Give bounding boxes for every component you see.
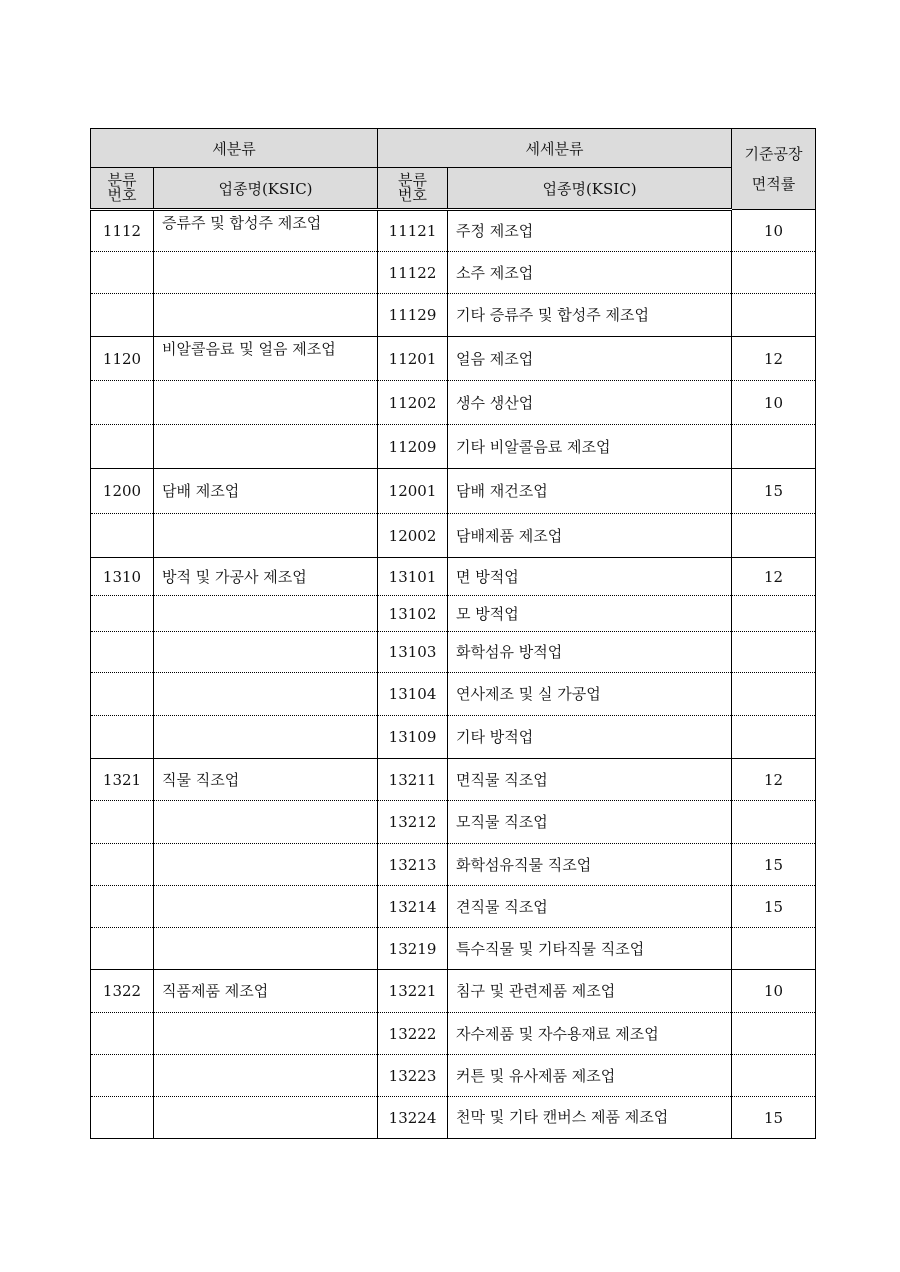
subclass-code: 13109	[378, 716, 448, 759]
table-row	[91, 469, 816, 514]
subclass-code: 11201	[378, 337, 448, 381]
subclass-name: 면 방적업	[448, 558, 732, 596]
class-name	[154, 801, 378, 844]
area-rate: 12	[732, 337, 816, 381]
class-name: 직품제품 제조업	[154, 970, 378, 1013]
subclass-code: 13223	[378, 1055, 448, 1097]
subclass-name: 모 방적업	[448, 596, 732, 632]
class-name	[154, 632, 378, 673]
class-name	[154, 673, 378, 716]
subclass-code: 12001	[378, 469, 448, 514]
class-code: 1321	[91, 759, 154, 801]
area-rate: 15	[732, 469, 816, 514]
subclass-name: 특수직물 및 기타직물 직조업	[448, 928, 732, 970]
area-rate: 15	[732, 844, 816, 886]
subclass-name: 천막 및 기타 캔버스 제품 제조업	[448, 1097, 732, 1139]
industry-classification-table	[90, 128, 816, 1139]
table-row	[91, 716, 816, 759]
header-code-line1: 분류	[107, 171, 137, 189]
subclass-code: 13219	[378, 928, 448, 970]
subclass-code: 13214	[378, 886, 448, 928]
table-row	[91, 801, 816, 844]
subclass-name: 기타 비알콜음료 제조업	[448, 425, 732, 469]
subclass-name: 주정 제조업	[448, 210, 732, 252]
class-code	[91, 886, 154, 928]
table-body	[91, 210, 816, 1139]
class-name	[154, 381, 378, 425]
class-code	[91, 632, 154, 673]
class-name	[154, 1013, 378, 1055]
class-name	[154, 1055, 378, 1097]
class-name	[154, 928, 378, 970]
area-rate	[732, 252, 816, 294]
class-code	[91, 381, 154, 425]
class-name: 직물 직조업	[154, 759, 378, 801]
area-rate	[732, 294, 816, 337]
area-rate	[732, 632, 816, 673]
class-code	[91, 673, 154, 716]
table-row	[91, 759, 816, 801]
subclass-name: 기타 증류주 및 합성주 제조업	[448, 294, 732, 337]
table-row	[91, 425, 816, 469]
header-code	[91, 168, 154, 210]
table-row	[91, 844, 816, 886]
area-rate: 15	[732, 1097, 816, 1139]
table-row	[91, 1055, 816, 1097]
subclass-code: 11202	[378, 381, 448, 425]
subclass-code: 13222	[378, 1013, 448, 1055]
subclass-name: 연사제조 및 실 가공업	[448, 673, 732, 716]
header-sub-code	[378, 168, 448, 210]
subclass-code: 11209	[378, 425, 448, 469]
header-industry-name: 업종명(KSIC)	[154, 168, 378, 210]
subclass-name: 얼음 제조업	[448, 337, 732, 381]
subclass-name: 담배 재건조업	[448, 469, 732, 514]
class-code	[91, 801, 154, 844]
class-code	[91, 596, 154, 632]
subclass-name: 소주 제조업	[448, 252, 732, 294]
table-row	[91, 1013, 816, 1055]
header-code-line2: 번호	[107, 186, 137, 204]
class-code	[91, 716, 154, 759]
class-code	[91, 252, 154, 294]
class-code	[91, 844, 154, 886]
area-rate	[732, 673, 816, 716]
class-code: 1200	[91, 469, 154, 514]
class-name: 비알콜음료 및 얼음 제조업	[154, 337, 378, 381]
subclass-name: 담배제품 제조업	[448, 514, 732, 558]
subclass-code: 13101	[378, 558, 448, 596]
subclass-name: 화학섬유 방적업	[448, 632, 732, 673]
area-rate	[732, 1055, 816, 1097]
subclass-code: 13221	[378, 970, 448, 1013]
class-code	[91, 1055, 154, 1097]
header-rate	[732, 129, 816, 210]
subclass-code: 12002	[378, 514, 448, 558]
subclass-code: 11122	[378, 252, 448, 294]
class-name: 증류주 및 합성주 제조업	[154, 210, 378, 252]
subclass-code: 11129	[378, 294, 448, 337]
subclass-code: 13104	[378, 673, 448, 716]
area-rate	[732, 596, 816, 632]
area-rate: 10	[732, 970, 816, 1013]
class-code	[91, 425, 154, 469]
class-code	[91, 1097, 154, 1139]
header-rate-line1: 기준공장	[744, 145, 803, 163]
class-code: 1112	[91, 210, 154, 252]
subclass-name: 기타 방적업	[448, 716, 732, 759]
subclass-name: 생수 생산업	[448, 381, 732, 425]
class-name	[154, 596, 378, 632]
class-code: 1322	[91, 970, 154, 1013]
table-row	[91, 673, 816, 716]
area-rate	[732, 425, 816, 469]
header-sub-class: 세분류	[91, 129, 378, 168]
header-sub-industry-name: 업종명(KSIC)	[448, 168, 732, 210]
class-code	[91, 294, 154, 337]
table-row	[91, 928, 816, 970]
area-rate: 12	[732, 558, 816, 596]
table-row	[91, 632, 816, 673]
class-name	[154, 425, 378, 469]
subclass-code: 13102	[378, 596, 448, 632]
area-rate: 12	[732, 759, 816, 801]
class-name	[154, 886, 378, 928]
class-name: 방적 및 가공사 제조업	[154, 558, 378, 596]
subclass-name: 화학섬유직물 직조업	[448, 844, 732, 886]
class-name	[154, 252, 378, 294]
table-row	[91, 970, 816, 1013]
class-name	[154, 716, 378, 759]
class-code: 1120	[91, 337, 154, 381]
class-name	[154, 1097, 378, 1139]
class-code: 1310	[91, 558, 154, 596]
table-row	[91, 886, 816, 928]
class-name	[154, 844, 378, 886]
subclass-name: 면직물 직조업	[448, 759, 732, 801]
table-row	[91, 381, 816, 425]
area-rate: 15	[732, 886, 816, 928]
subclass-code: 13213	[378, 844, 448, 886]
header-rate-line2: 면적률	[751, 175, 796, 193]
table-row	[91, 596, 816, 632]
area-rate: 10	[732, 381, 816, 425]
area-rate	[732, 716, 816, 759]
header-sub-code-line1: 분류	[398, 171, 427, 189]
area-rate	[732, 514, 816, 558]
table-row	[91, 252, 816, 294]
class-name	[154, 514, 378, 558]
class-name	[154, 294, 378, 337]
subclass-name: 모직물 직조업	[448, 801, 732, 844]
table-row	[91, 514, 816, 558]
subclass-name: 침구 및 관련제품 제조업	[448, 970, 732, 1013]
area-rate	[732, 1013, 816, 1055]
table-row	[91, 1097, 816, 1139]
class-code	[91, 928, 154, 970]
header-sub-sub-class: 세세분류	[378, 129, 732, 168]
table-row	[91, 210, 816, 252]
table-header	[91, 129, 816, 210]
subclass-code: 13212	[378, 801, 448, 844]
table-row	[91, 294, 816, 337]
class-code	[91, 514, 154, 558]
header-sub-code-line2: 번호	[398, 186, 427, 204]
area-rate	[732, 801, 816, 844]
area-rate: 10	[732, 210, 816, 252]
subclass-name: 커튼 및 유사제품 제조업	[448, 1055, 732, 1097]
subclass-code: 13103	[378, 632, 448, 673]
class-name: 담배 제조업	[154, 469, 378, 514]
area-rate	[732, 928, 816, 970]
subclass-code: 11121	[378, 210, 448, 252]
class-code	[91, 1013, 154, 1055]
subclass-name: 자수제품 및 자수용재료 제조업	[448, 1013, 732, 1055]
subclass-code: 13224	[378, 1097, 448, 1139]
subclass-code: 13211	[378, 759, 448, 801]
subclass-name: 견직물 직조업	[448, 886, 732, 928]
table-row	[91, 558, 816, 596]
table-row	[91, 337, 816, 381]
